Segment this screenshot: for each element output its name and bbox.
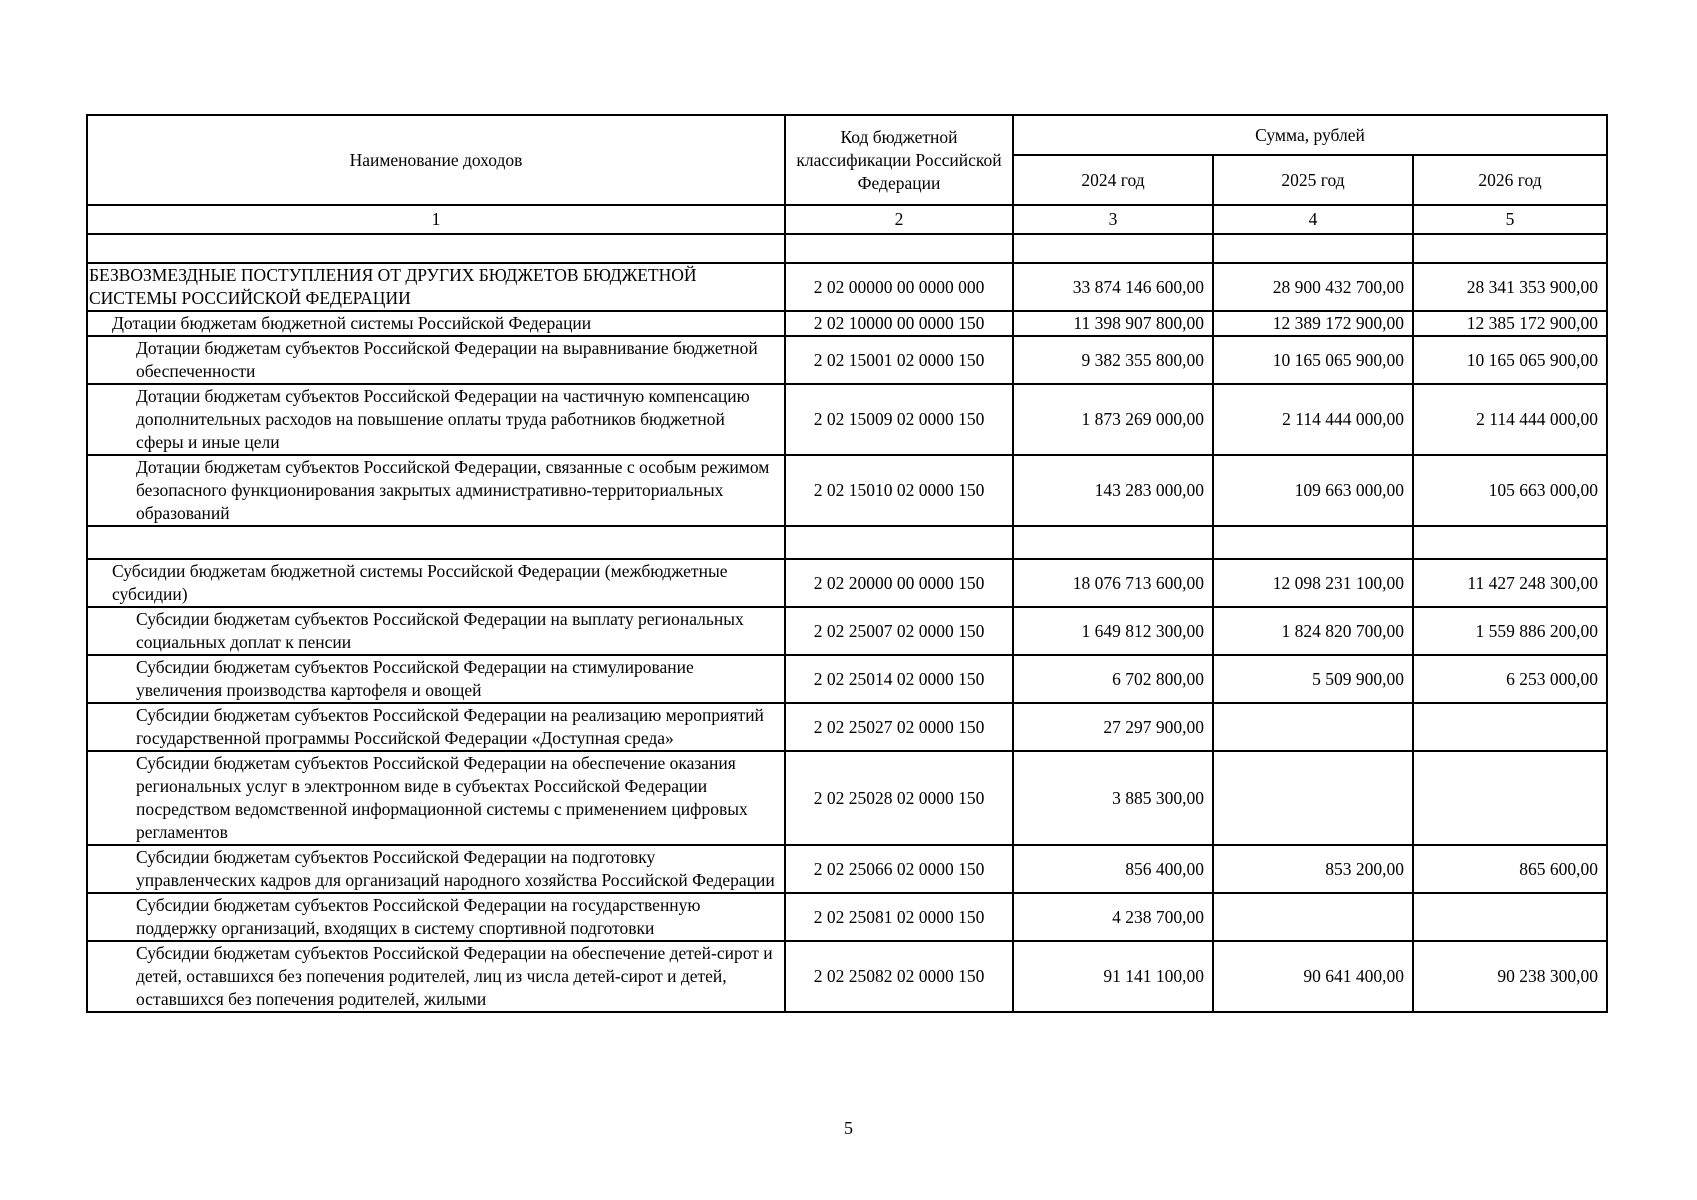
table-row	[87, 263, 1607, 311]
amount-2025-cell: 28 900 432 700,00	[1213, 263, 1413, 311]
amount-2024-cell: 4 238 700,00	[1013, 893, 1213, 941]
empty-cell	[1413, 234, 1607, 263]
table-row	[87, 311, 1607, 336]
revenue-name-cell: Субсидии бюджетам бюджетной системы Российской Федерации (межбюджетные субсидии)	[87, 559, 785, 607]
revenue-name-cell: Дотации бюджетам субъектов Российской Федерации на частичную компенсацию дополнительных расходов на повышение оплаты труда работников бюджетной сферы и иные цели	[87, 384, 785, 455]
empty-row	[87, 526, 1607, 559]
revenue-name-cell: Субсидии бюджетам субъектов Российской Федерации на обеспечение оказания региональных услуг в электронном виде в субъектах Российской Федерации посредством ведомственной информационной системы с применением цифровых регламентов	[87, 751, 785, 845]
revenue-name-cell: Субсидии бюджетам субъектов Российской Федерации на подготовку управленческих кадров для организаций народного хозяйства Российской Федерации	[87, 845, 785, 893]
header-code: Код бюджетной классификации Российской Федерации	[785, 115, 1013, 205]
empty-cell	[87, 526, 785, 559]
amount-2026-cell	[1413, 703, 1607, 751]
amount-2026-cell: 10 165 065 900,00	[1413, 336, 1607, 384]
amount-2024-cell: 18 076 713 600,00	[1013, 559, 1213, 607]
amount-2025-cell	[1213, 751, 1413, 845]
empty-cell	[1013, 234, 1213, 263]
budget-code-cell: 2 02 20000 00 0000 150	[785, 559, 1013, 607]
empty-cell	[785, 234, 1013, 263]
budget-code-cell: 2 02 15009 02 0000 150	[785, 384, 1013, 455]
amount-2025-cell	[1213, 703, 1413, 751]
amount-2025-cell: 1 824 820 700,00	[1213, 607, 1413, 655]
amount-2026-cell: 1 559 886 200,00	[1413, 607, 1607, 655]
column-numbers-row	[87, 205, 1607, 234]
amount-2025-cell: 12 098 231 100,00	[1213, 559, 1413, 607]
amount-2026-cell: 105 663 000,00	[1413, 455, 1607, 526]
table-row	[87, 941, 1607, 1012]
empty-cell	[785, 526, 1013, 559]
header-name: Наименование доходов	[87, 115, 785, 205]
empty-row	[87, 234, 1607, 263]
amount-2026-cell: 2 114 444 000,00	[1413, 384, 1607, 455]
column-number: 2	[785, 205, 1013, 234]
budget-code-cell: 2 02 25066 02 0000 150	[785, 845, 1013, 893]
amount-2025-cell: 853 200,00	[1213, 845, 1413, 893]
header-year-2024: 2024 год	[1013, 155, 1213, 205]
amount-2026-cell	[1413, 751, 1607, 845]
amount-2024-cell: 11 398 907 800,00	[1013, 311, 1213, 336]
amount-2026-cell: 865 600,00	[1413, 845, 1607, 893]
amount-2024-cell: 91 141 100,00	[1013, 941, 1213, 1012]
amount-2025-cell: 109 663 000,00	[1213, 455, 1413, 526]
amount-2026-cell: 11 427 248 300,00	[1413, 559, 1607, 607]
column-number: 1	[87, 205, 785, 234]
amount-2026-cell: 6 253 000,00	[1413, 655, 1607, 703]
table-row	[87, 384, 1607, 455]
header-sum: Сумма, рублей	[1013, 115, 1607, 155]
revenue-name-cell: Субсидии бюджетам субъектов Российской Федерации на обеспечение детей-сирот и детей, оставшихся без попечения родителей, лиц из числа детей-сирот и детей, оставшихся без попечения родителей, жилыми	[87, 941, 785, 1012]
budget-code-cell: 2 02 15001 02 0000 150	[785, 336, 1013, 384]
table-row	[87, 751, 1607, 845]
budget-code-cell: 2 02 15010 02 0000 150	[785, 455, 1013, 526]
revenue-name-cell: Дотации бюджетам субъектов Российской Федерации на выравнивание бюджетной обеспеченности	[87, 336, 785, 384]
table-row	[87, 607, 1607, 655]
amount-2024-cell: 856 400,00	[1013, 845, 1213, 893]
table-row	[87, 893, 1607, 941]
empty-cell	[1213, 526, 1413, 559]
amount-2024-cell: 1 873 269 000,00	[1013, 384, 1213, 455]
amount-2025-cell: 5 509 900,00	[1213, 655, 1413, 703]
amount-2024-cell: 33 874 146 600,00	[1013, 263, 1213, 311]
empty-cell	[1213, 234, 1413, 263]
header-year-2025: 2025 год	[1213, 155, 1413, 205]
revenue-name-cell: Дотации бюджетам бюджетной системы Российской Федерации	[87, 311, 785, 336]
amount-2024-cell: 9 382 355 800,00	[1013, 336, 1213, 384]
budget-code-cell: 2 02 00000 00 0000 000	[785, 263, 1013, 311]
budget-code-cell: 2 02 25027 02 0000 150	[785, 703, 1013, 751]
amount-2025-cell: 10 165 065 900,00	[1213, 336, 1413, 384]
page-number: 5	[844, 1118, 853, 1138]
amount-2024-cell: 6 702 800,00	[1013, 655, 1213, 703]
table-row	[87, 703, 1607, 751]
budget-revenue-table	[86, 114, 1608, 1013]
budget-code-cell: 2 02 25007 02 0000 150	[785, 607, 1013, 655]
amount-2024-cell: 27 297 900,00	[1013, 703, 1213, 751]
empty-cell	[87, 234, 785, 263]
revenue-name-cell: Субсидии бюджетам субъектов Российской Федерации на реализацию мероприятий государственной программы Российской Федерации «Доступная среда»	[87, 703, 785, 751]
empty-cell	[1413, 526, 1607, 559]
amount-2026-cell	[1413, 893, 1607, 941]
table-row	[87, 655, 1607, 703]
revenue-name-cell: Субсидии бюджетам субъектов Российской Федерации на стимулирование увеличения производства картофеля и овощей	[87, 655, 785, 703]
revenue-name-cell: Субсидии бюджетам субъектов Российской Федерации на государственную поддержку организаций, входящих в систему спортивной подготовки	[87, 893, 785, 941]
amount-2025-cell: 90 641 400,00	[1213, 941, 1413, 1012]
header-year-2026: 2026 год	[1413, 155, 1607, 205]
column-number: 5	[1413, 205, 1607, 234]
column-number: 4	[1213, 205, 1413, 234]
amount-2024-cell: 143 283 000,00	[1013, 455, 1213, 526]
column-number: 3	[1013, 205, 1213, 234]
amount-2026-cell: 12 385 172 900,00	[1413, 311, 1607, 336]
table-row	[87, 336, 1607, 384]
empty-cell	[1013, 526, 1213, 559]
amount-2025-cell	[1213, 893, 1413, 941]
amount-2025-cell: 2 114 444 000,00	[1213, 384, 1413, 455]
revenue-name-cell: Дотации бюджетам субъектов Российской Федерации, связанные с особым режимом безопасного функционирования закрытых административно-территориальных образований	[87, 455, 785, 526]
revenue-name-cell: Субсидии бюджетам субъектов Российской Федерации на выплату региональных социальных доплат к пенсии	[87, 607, 785, 655]
amount-2026-cell: 90 238 300,00	[1413, 941, 1607, 1012]
table-row	[87, 845, 1607, 893]
table-row	[87, 559, 1607, 607]
revenue-name-cell: БЕЗВОЗМЕЗДНЫЕ ПОСТУПЛЕНИЯ ОТ ДРУГИХ БЮДЖЕТОВ БЮДЖЕТНОЙ СИСТЕМЫ РОССИЙСКОЙ ФЕДЕРАЦИИ	[87, 263, 785, 311]
budget-code-cell: 2 02 25028 02 0000 150	[785, 751, 1013, 845]
budget-code-cell: 2 02 25081 02 0000 150	[785, 893, 1013, 941]
budget-code-cell: 2 02 25014 02 0000 150	[785, 655, 1013, 703]
amount-2026-cell: 28 341 353 900,00	[1413, 263, 1607, 311]
budget-code-cell: 2 02 25082 02 0000 150	[785, 941, 1013, 1012]
amount-2025-cell: 12 389 172 900,00	[1213, 311, 1413, 336]
table-body	[87, 234, 1607, 1012]
amount-2024-cell: 1 649 812 300,00	[1013, 607, 1213, 655]
budget-code-cell: 2 02 10000 00 0000 150	[785, 311, 1013, 336]
amount-2024-cell: 3 885 300,00	[1013, 751, 1213, 845]
table-row	[87, 455, 1607, 526]
